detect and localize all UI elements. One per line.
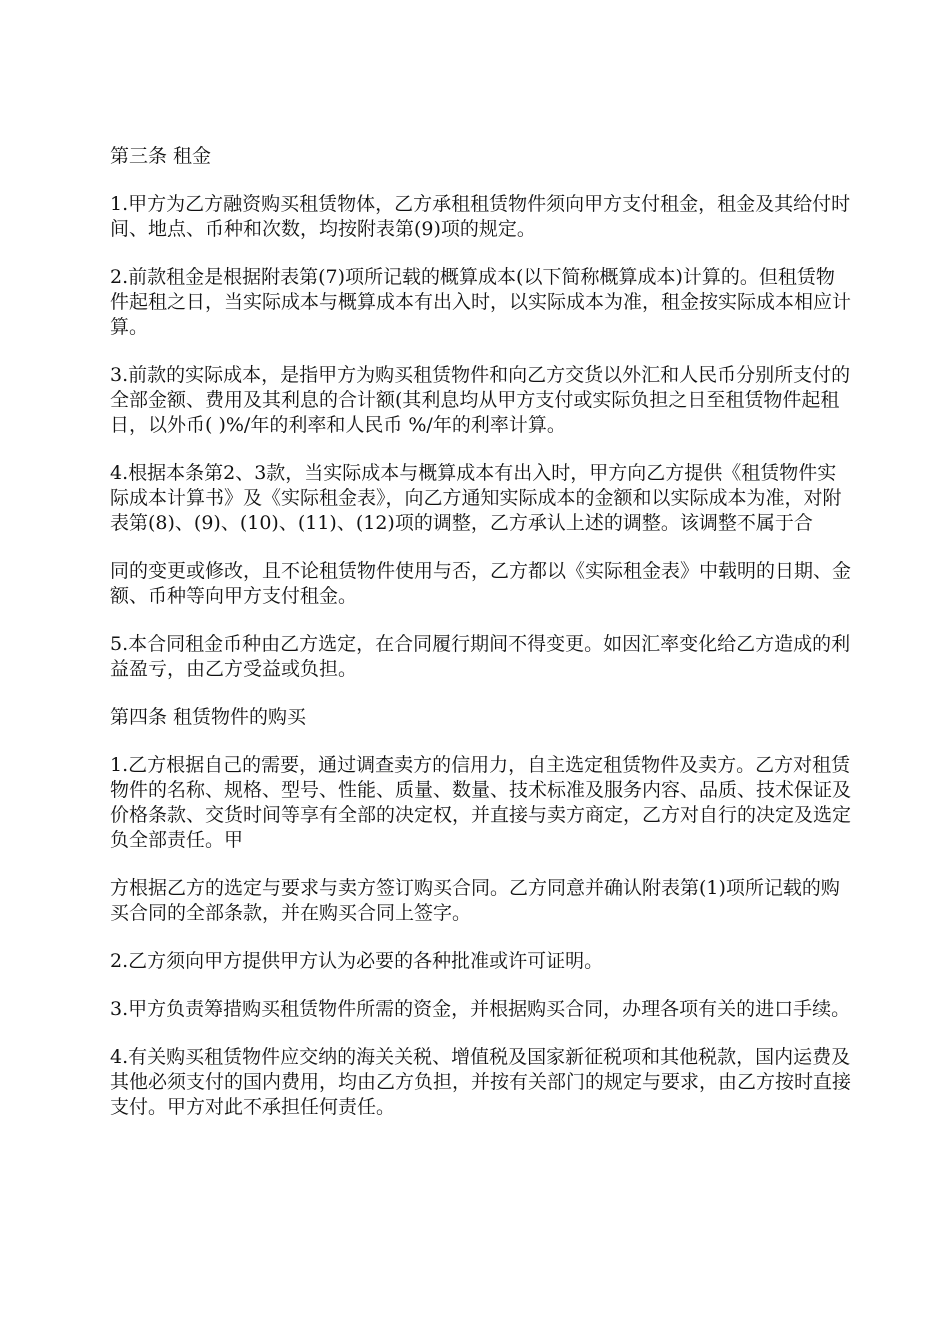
article-4-paragraph-1: 1.乙方根据自己的需要，通过调查卖方的信用力，自主选定租赁物件及卖方。乙方对租赁物件的名称、规格、型号、性能、质量、数量、技术标准及服务内容、品质、技术保证及价格条款、交货时间等享有全部的决定权，并直接与卖方商定，乙方对自行的决定及选定负全部责任。甲 (110, 754, 852, 851)
article-3-paragraph-4: 4.根据本条第2、3款，当实际成本与概算成本有出入时，甲方向乙方提供《租赁物件实际成本计算书》及《实际租金表》，向乙方通知实际成本的金额和以实际成本为准，对附表第(8)、(9)、(10)、(11)、(12)项的调整，乙方承认上述的调整。该调整不属于合 (110, 462, 842, 534)
article-4-paragraph-1-continued: 方根据乙方的选定与要求与卖方签订购买合同。乙方同意并确认附表第(1)项所记载的购买合同的全部条款，并在购买合同上签字。 (110, 877, 840, 924)
article-4-paragraph-2: 2.乙方须向甲方提供甲方认为必要的各种批准或许可证明。 (110, 950, 604, 972)
article-3-paragraph-4-continued: 同的变更或修改，且不论租赁物件使用与否，乙方都以《实际租金表》中载明的日期、金额、币种等向甲方支付租金。 (110, 560, 852, 607)
article-3-heading: 第三条 租金 (110, 145, 212, 167)
article-3-paragraph-1: 1.甲方为乙方融资购买租赁物体，乙方承租租赁物件须向甲方支付租金，租金及其给付时间、地点、币种和次数，均按附表第(9)项的规定。 (110, 193, 851, 240)
article-3-paragraph-5: 5.本合同租金币种由乙方选定，在合同履行期间不得变更。如因汇率变化给乙方造成的利益盈亏，由乙方受益或负担。 (110, 633, 851, 680)
document-page (110, 144, 852, 1143)
article-4-paragraph-3: 3.甲方负责筹措购买租赁物件所需的资金，并根据购买合同，办理各项有关的进口手续。 (110, 998, 851, 1020)
article-3-paragraph-3: 3.前款的实际成本，是指甲方为购买租赁物件和向乙方交货以外汇和人民币分别所支付的全部金额、费用及其利息的合计额(其利息均从甲方支付或实际负担之日至租赁物件起租日，以外币( )%/年的利率和人民币 %/年的利率计算。 (110, 364, 851, 436)
article-3-paragraph-2: 2.前款租金是根据附表第(7)项所记载的概算成本(以下简称概算成本)计算的。但租赁物件起租之日，当实际成本与概算成本有出入时，以实际成本为准，租金按实际成本相应计算。 (110, 266, 852, 338)
article-4-heading: 第四条 租赁物件的购买 (110, 706, 307, 728)
article-4-paragraph-4: 4.有关购买租赁物件应交纳的海关关税、增值税及国家新征税项和其他税款，国内运费及其他必须支付的国内费用，均由乙方负担，并按有关部门的规定与要求，由乙方按时直接支付。甲方对此不承担任何责任。 (110, 1046, 852, 1118)
